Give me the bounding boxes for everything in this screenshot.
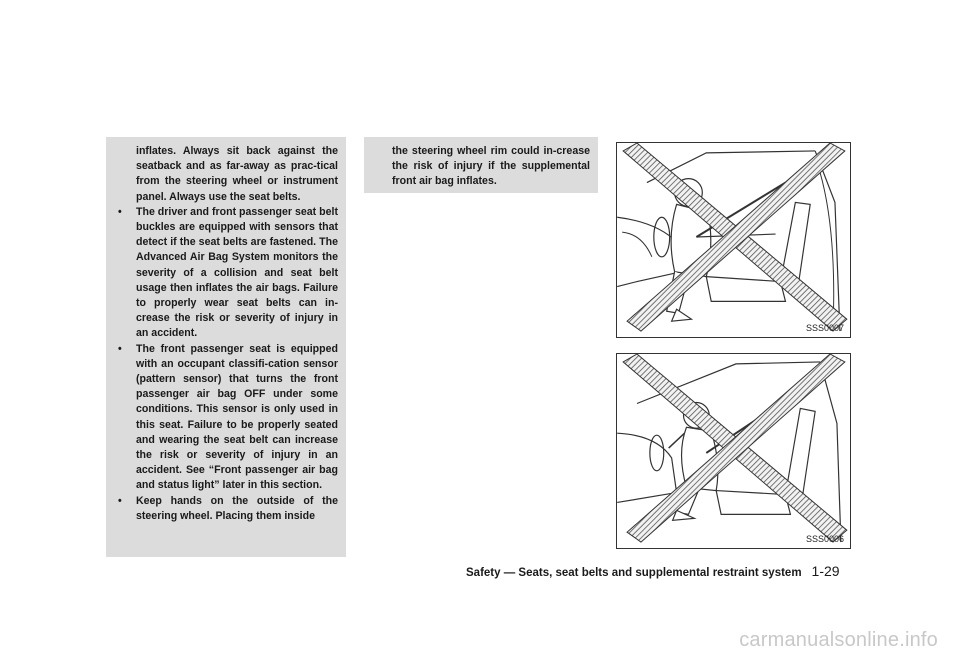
bullet-text: Keep hands on the outside of the steering wheel. Placing them inside: [136, 494, 338, 522]
bullet-item-steering-wheel: [116, 494, 338, 524]
figure-incorrect-seating-2: [616, 353, 851, 549]
page-footer: [466, 563, 866, 579]
bullet-text: The driver and front passenger seat belt buckles are equipped with sensors that detect if the seat belts are fastened. The Advanced Air Bag System monitors the severity of a collision and seat belt usage then inflates the air bags. Failure to properly wear seat belts can in-crease the risk or severity of injury in an accident.: [136, 205, 338, 340]
bullet-item-occupant-sensor: [116, 342, 338, 494]
illustration-occupant-too-close-icon: [617, 143, 850, 337]
illustration-occupant-leaning-forward-icon: [617, 354, 850, 548]
figure-code: SSS0007: [805, 323, 844, 333]
footer-section-title: Safety — Seats, seat belts and supplemental restraint system: [466, 567, 802, 579]
bullet-text: The front passenger seat is equipped with an occupant classifi-cation sensor (pattern sensor) that turns the front passenger air bag OFF under some conditions. This sensor is only used in this seat. Failure to be properly seated and wearing the seat belt can increase the risk or severity of injury in an accident. See “Front passenger air bag and status light” later in this section.: [136, 342, 338, 492]
continuation-paragraph: inflates. Always sit back against the seatback and as far-away as prac-tical from the steering wheel or instrument panel. Always use the seat belts.: [136, 145, 338, 203]
bullet-icon: •: [118, 342, 122, 355]
left-column-text: [116, 144, 338, 524]
middle-column-text: [372, 144, 590, 190]
bullet-icon: •: [118, 494, 122, 507]
continuation-paragraph: the steering wheel rim could in-crease the risk of injury if the supplemental front air bag inflates.: [392, 145, 590, 188]
bullet-icon: •: [118, 205, 122, 218]
figure-incorrect-seating-1: [616, 142, 851, 338]
watermark: carmanualsonline.info: [739, 629, 938, 651]
bullet-item-seat-belt-sensors: [116, 205, 338, 342]
figure-code: SSS0006: [805, 534, 844, 544]
page-number: 1-29: [811, 563, 840, 579]
